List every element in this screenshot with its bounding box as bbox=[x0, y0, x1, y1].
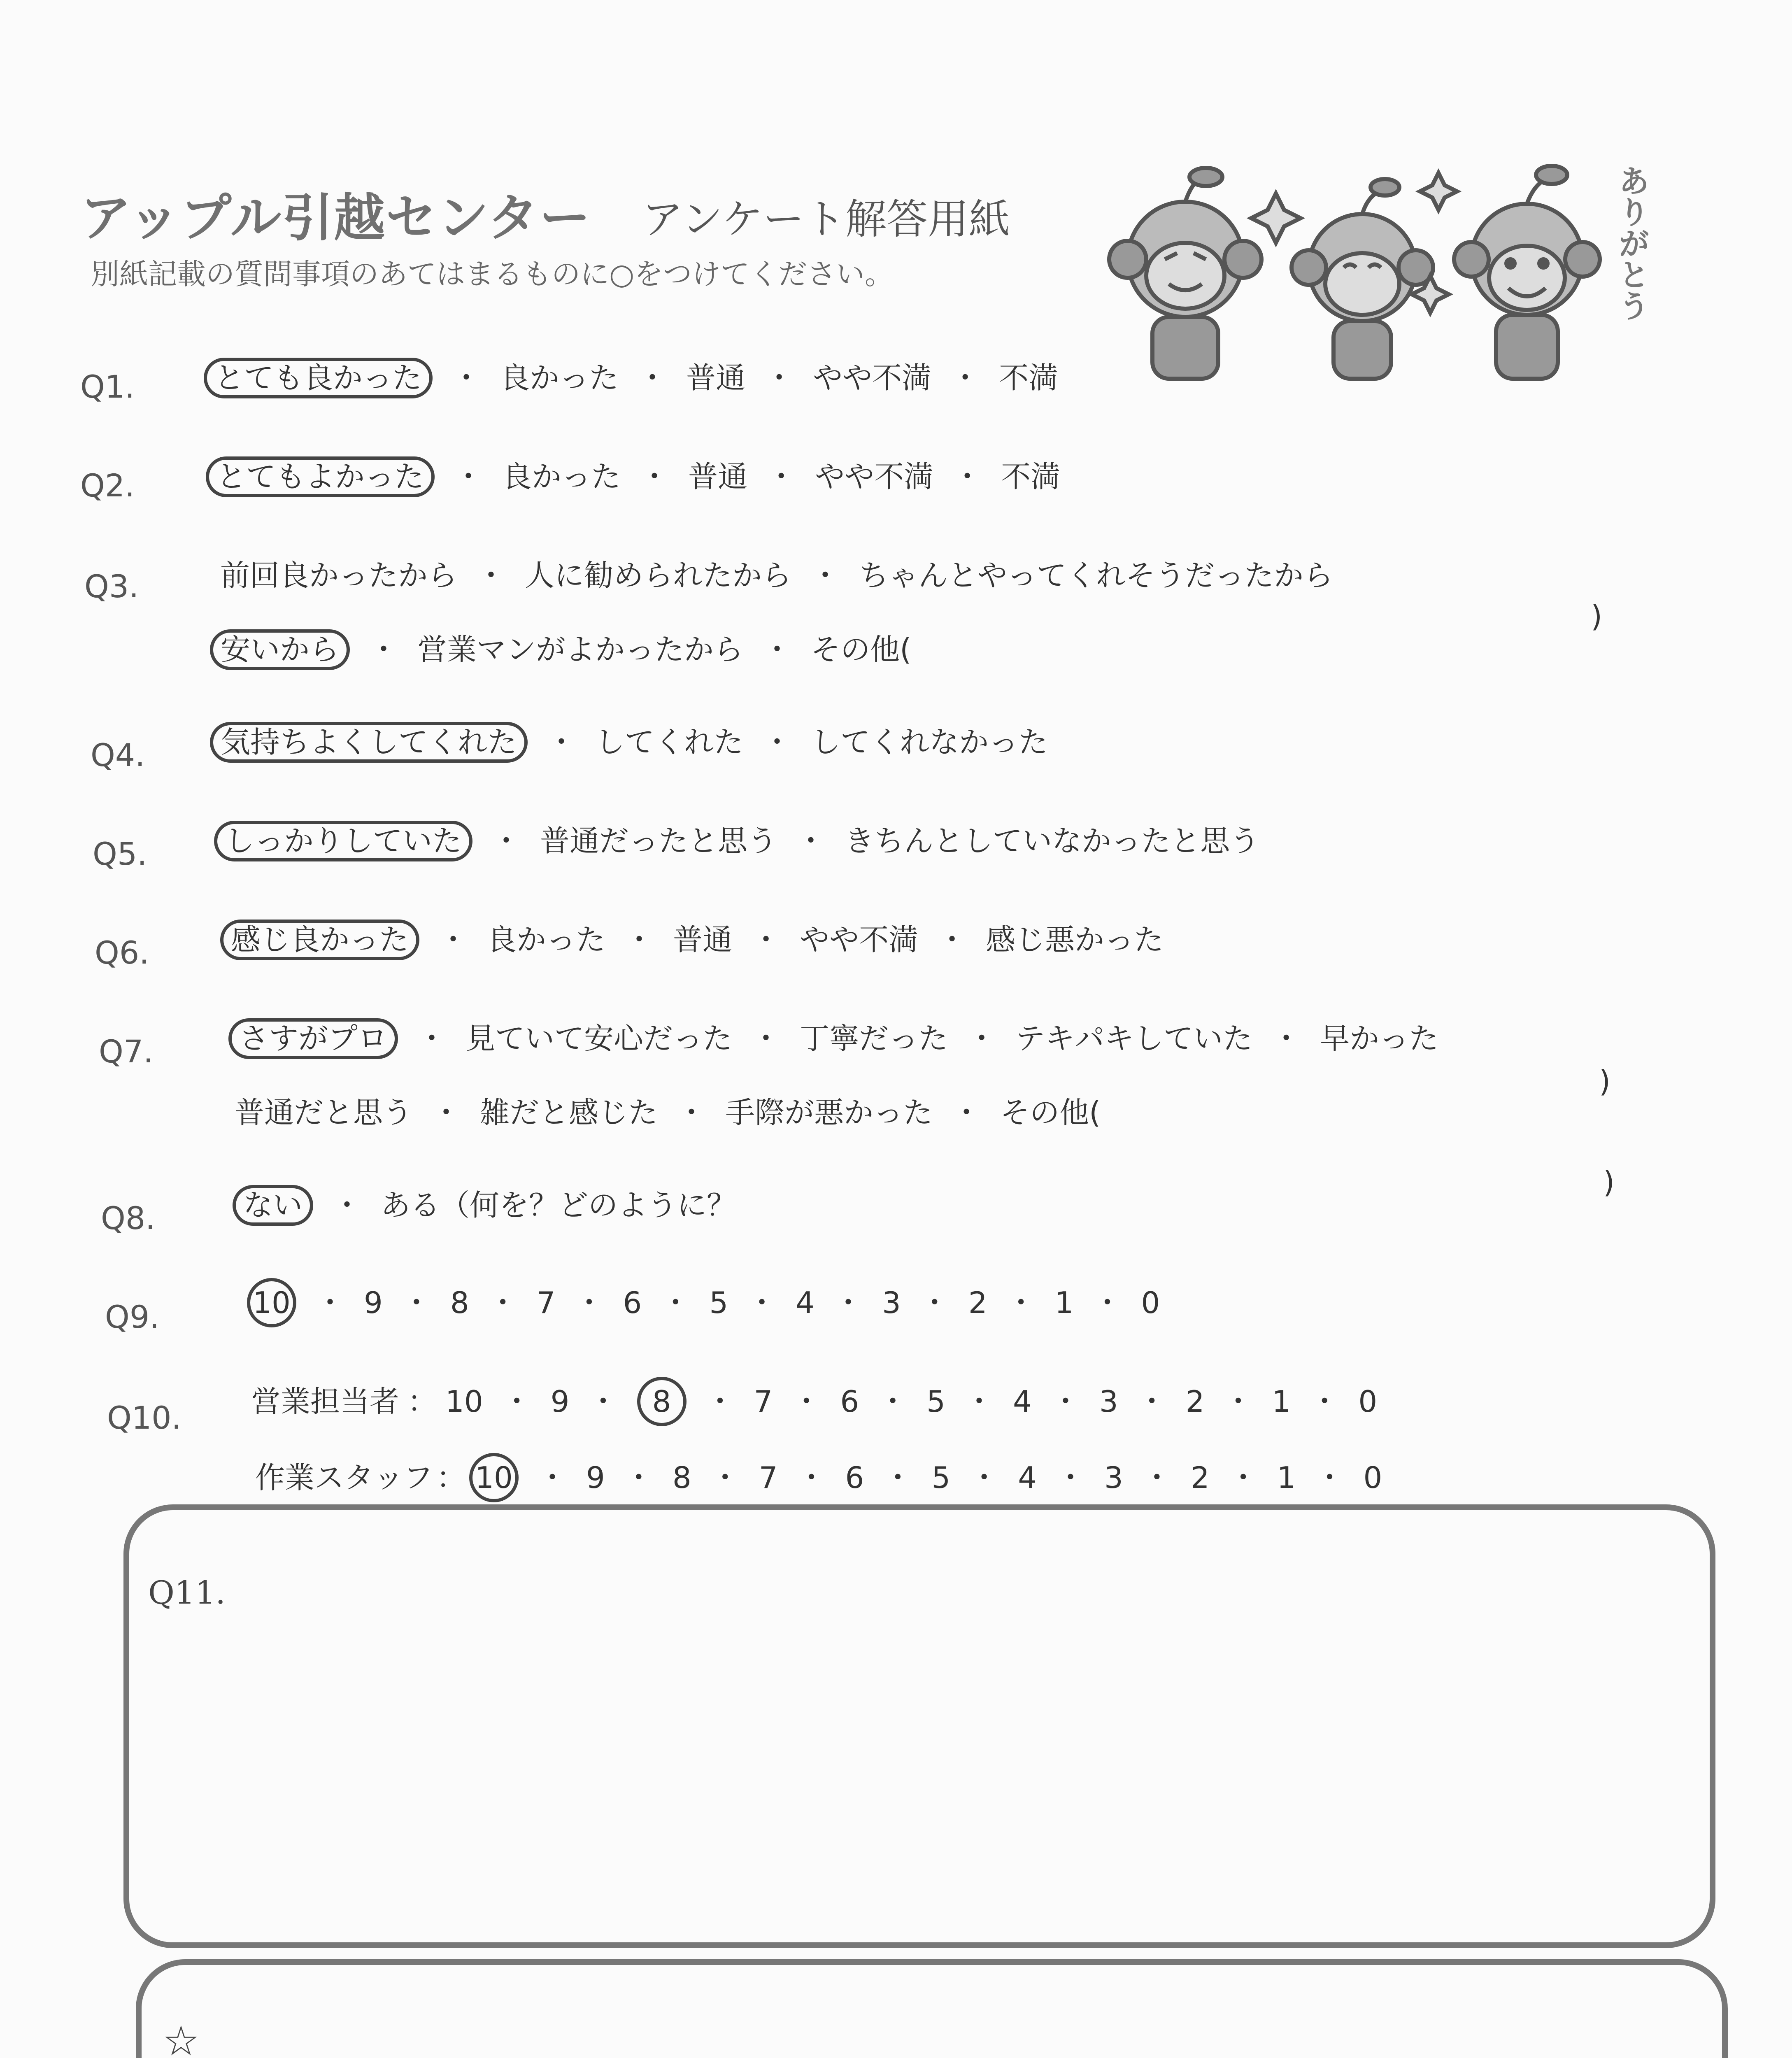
q6-option[interactable]: 普通 bbox=[673, 922, 733, 957]
q2-options: とてもよかった ・ 良かった ・ 普通 ・ やや不満 ・ 不満 bbox=[206, 453, 1060, 497]
q6-option[interactable]: 良かった bbox=[487, 922, 606, 957]
q8-options: ない ・ ある（何を？どのように？ bbox=[233, 1181, 736, 1226]
q2-option[interactable]: 普通 bbox=[688, 459, 748, 494]
q1-label: Q1. bbox=[80, 368, 135, 405]
q4-label: Q4. bbox=[91, 737, 145, 773]
q10-staff-score[interactable]: 6 bbox=[845, 1460, 864, 1495]
q9-score[interactable]: 9 bbox=[364, 1285, 383, 1320]
thanks-text: ありがとう bbox=[1613, 165, 1650, 321]
q10-sales-score[interactable]: 3 bbox=[1099, 1384, 1118, 1419]
q10-staff-score[interactable]: 9 bbox=[586, 1460, 605, 1495]
q1-options: とても良かった ・ 良かった ・ 普通 ・ やや不満 ・ 不満 bbox=[204, 354, 1058, 398]
q1-option[interactable]: 不満 bbox=[999, 361, 1059, 395]
q10-staff-score[interactable]: 7 bbox=[759, 1460, 778, 1495]
q1-option-selected[interactable]: とても良かった bbox=[204, 358, 433, 398]
q8-option-other[interactable]: ある（何を？どのように？ bbox=[381, 1188, 737, 1222]
q7-option[interactable]: 見ていて安心だった bbox=[465, 1021, 733, 1056]
q6-option[interactable]: やや不満 bbox=[800, 922, 919, 957]
mascot-monkeys-illustration bbox=[1091, 156, 1646, 387]
q10-sales-score[interactable]: 1 bbox=[1272, 1384, 1291, 1419]
q7-label: Q7. bbox=[99, 1033, 154, 1070]
q9-label: Q9. bbox=[105, 1299, 160, 1335]
q3-option[interactable]: 前回良かったから bbox=[220, 558, 458, 593]
q7-options-line2: 普通だと思う ・ 雑だと感じた ・ 手際が悪かった ・ その他( bbox=[235, 1089, 1101, 1131]
q6-option-selected[interactable]: 感じ良かった bbox=[220, 920, 419, 960]
q2-option[interactable]: 良かった bbox=[502, 459, 621, 494]
q3-option-other[interactable]: その他( bbox=[811, 632, 912, 667]
q6-label: Q6. bbox=[95, 934, 149, 971]
q7-option-selected[interactable]: さすがプロ bbox=[228, 1018, 398, 1059]
q1-option[interactable]: 普通 bbox=[686, 361, 746, 395]
q5-option[interactable]: きちんとしていなかったと思う bbox=[845, 824, 1260, 858]
q10-sales-score[interactable]: 6 bbox=[840, 1384, 859, 1419]
q3-options-line1: 前回良かったから ・ 人に勧められたから ・ ちゃんとやってくれそうだったから bbox=[220, 552, 1333, 594]
q1-option[interactable]: 良かった bbox=[500, 361, 619, 395]
q10-sales-score[interactable]: 9 bbox=[550, 1384, 570, 1419]
q7-option[interactable]: テキパキしていた bbox=[1015, 1021, 1253, 1056]
q4-option[interactable]: してくれた bbox=[595, 725, 744, 759]
q10-sales-label: 営業担当者 bbox=[251, 1384, 400, 1419]
q3-option[interactable]: 営業マンがよかったから bbox=[417, 632, 744, 667]
q7-option[interactable]: 早かった bbox=[1320, 1021, 1439, 1056]
q9-score[interactable]: 3 bbox=[882, 1285, 901, 1320]
q10-staff-score[interactable]: 1 bbox=[1277, 1460, 1296, 1495]
q5-option[interactable]: 普通だったと思う bbox=[540, 824, 777, 858]
q10-sales-score[interactable]: 10 bbox=[445, 1384, 483, 1419]
form-subtitle: アンケート解答用紙 bbox=[642, 195, 1010, 243]
star-icon: ☆ bbox=[163, 2017, 200, 2058]
q10-sales-score[interactable]: 4 bbox=[1013, 1384, 1032, 1419]
q9-score[interactable]: 6 bbox=[623, 1285, 642, 1320]
q7-option[interactable]: 普通だと思う bbox=[235, 1095, 413, 1130]
q4-option-selected[interactable]: 気持ちよくしてくれた bbox=[210, 722, 528, 763]
q2-option[interactable]: やや不満 bbox=[815, 459, 934, 494]
q10-sales-row: 営業担当者 ： 10 ・ 9 ・ 8 ・ 7 ・ 6 ・ 5 ・ 4 ・ 3 ・ 2 ・ 1 ・ 0 bbox=[251, 1377, 1377, 1426]
q7-option[interactable]: 手際が悪かった bbox=[725, 1095, 933, 1130]
q10-staff-row: 作業スタッフ ： 10 ・ 9 ・ 8 ・ 7 ・ 6 ・ 5 ・ 4 ・ 3 ・ 2 ・ 1 ・ 0 bbox=[255, 1453, 1382, 1502]
q10-staff-label: 作業スタッフ bbox=[255, 1460, 433, 1495]
q9-score-selected[interactable]: 10 bbox=[247, 1278, 296, 1327]
q8-paren-close: ) bbox=[1603, 1165, 1615, 1199]
q6-option[interactable]: 感じ悪かった bbox=[986, 922, 1164, 957]
q4-options: 気持ちよくしてくれた ・ してくれた ・ してくれなかった bbox=[210, 718, 1048, 763]
q10-sales-score[interactable]: 2 bbox=[1185, 1384, 1205, 1419]
q4-option[interactable]: してくれなかった bbox=[811, 725, 1048, 759]
q8-option-selected[interactable]: ない bbox=[233, 1185, 313, 1226]
q11-label: Q11. bbox=[148, 1574, 226, 1611]
q9-score[interactable]: 2 bbox=[968, 1285, 987, 1320]
q3-option-selected[interactable]: 安いから bbox=[210, 629, 350, 670]
q10-sales-score[interactable]: 7 bbox=[754, 1384, 773, 1419]
q5-label: Q5. bbox=[93, 836, 147, 872]
q7-options-line1: さすがプロ ・ 見ていて安心だった ・ 丁寧だった ・ テキパキしていた ・ 早かった bbox=[228, 1015, 1438, 1059]
star-comment-box[interactable] bbox=[136, 1959, 1728, 2058]
q9-score[interactable]: 0 bbox=[1141, 1285, 1160, 1320]
company-title: アップル引越センター bbox=[80, 189, 591, 248]
q1-option[interactable]: やや不満 bbox=[813, 361, 932, 395]
q10-staff-score[interactable]: 5 bbox=[931, 1460, 951, 1495]
q3-option[interactable]: 人に勧められたから bbox=[525, 558, 792, 593]
q10-sales-colon: ： bbox=[407, 1384, 438, 1419]
q10-staff-score[interactable]: 3 bbox=[1104, 1460, 1123, 1495]
q9-score[interactable]: 5 bbox=[709, 1285, 728, 1320]
q5-options: しっかりしていた ・ 普通だったと思う ・ きちんとしていなかったと思う bbox=[214, 817, 1259, 861]
q9-score[interactable]: 7 bbox=[536, 1285, 556, 1320]
q3-paren-close: ) bbox=[1591, 599, 1603, 633]
q10-staff-score[interactable]: 0 bbox=[1363, 1460, 1382, 1495]
q11-comment-box[interactable] bbox=[123, 1504, 1715, 1948]
q2-option-selected[interactable]: とてもよかった bbox=[206, 456, 435, 497]
q10-staff-score[interactable]: 4 bbox=[1018, 1460, 1037, 1495]
q10-sales-score[interactable]: 5 bbox=[926, 1384, 945, 1419]
q10-sales-score[interactable]: 0 bbox=[1358, 1384, 1378, 1419]
q3-option[interactable]: ちゃんとやってくれそうだったから bbox=[859, 558, 1334, 593]
q2-label: Q2. bbox=[80, 467, 135, 504]
q9-score[interactable]: 1 bbox=[1054, 1285, 1074, 1320]
q9-score[interactable]: 4 bbox=[796, 1285, 815, 1320]
q5-option-selected[interactable]: しっかりしていた bbox=[214, 821, 472, 861]
q7-paren-close: ) bbox=[1599, 1064, 1611, 1099]
q10-sales-score-selected[interactable]: 8 bbox=[637, 1377, 687, 1426]
q10-staff-score[interactable]: 2 bbox=[1190, 1460, 1210, 1495]
q10-staff-colon: ： bbox=[436, 1460, 466, 1495]
q9-score[interactable]: 8 bbox=[450, 1285, 469, 1320]
q10-staff-score-selected[interactable]: 10 bbox=[469, 1453, 519, 1502]
q3-options-line2: 安いから ・ 営業マンがよかったから ・ その他( bbox=[210, 626, 911, 670]
q7-option[interactable]: 雑だと感じた bbox=[480, 1095, 658, 1130]
q2-option[interactable]: 不満 bbox=[1001, 459, 1061, 494]
q8-label: Q8. bbox=[101, 1200, 156, 1236]
q10-label: Q10. bbox=[107, 1399, 182, 1436]
instruction-text: 別紙記載の質問事項のあてはまるものに○をつけてください。 bbox=[91, 257, 894, 291]
q7-option[interactable]: 丁寧だった bbox=[800, 1021, 948, 1056]
q7-option-other[interactable]: その他( bbox=[1000, 1095, 1101, 1130]
q10-staff-score[interactable]: 8 bbox=[672, 1460, 691, 1495]
q3-label: Q3. bbox=[84, 568, 139, 605]
q6-options: 感じ良かった ・ 良かった ・ 普通 ・ やや不満 ・ 感じ悪かった bbox=[220, 916, 1164, 960]
q9-scale: 10 ・ 9 ・ 8 ・ 7 ・ 6 ・ 5 ・ 4 ・ 3 ・ 2 ・ 1 ・ 0 bbox=[247, 1278, 1160, 1327]
